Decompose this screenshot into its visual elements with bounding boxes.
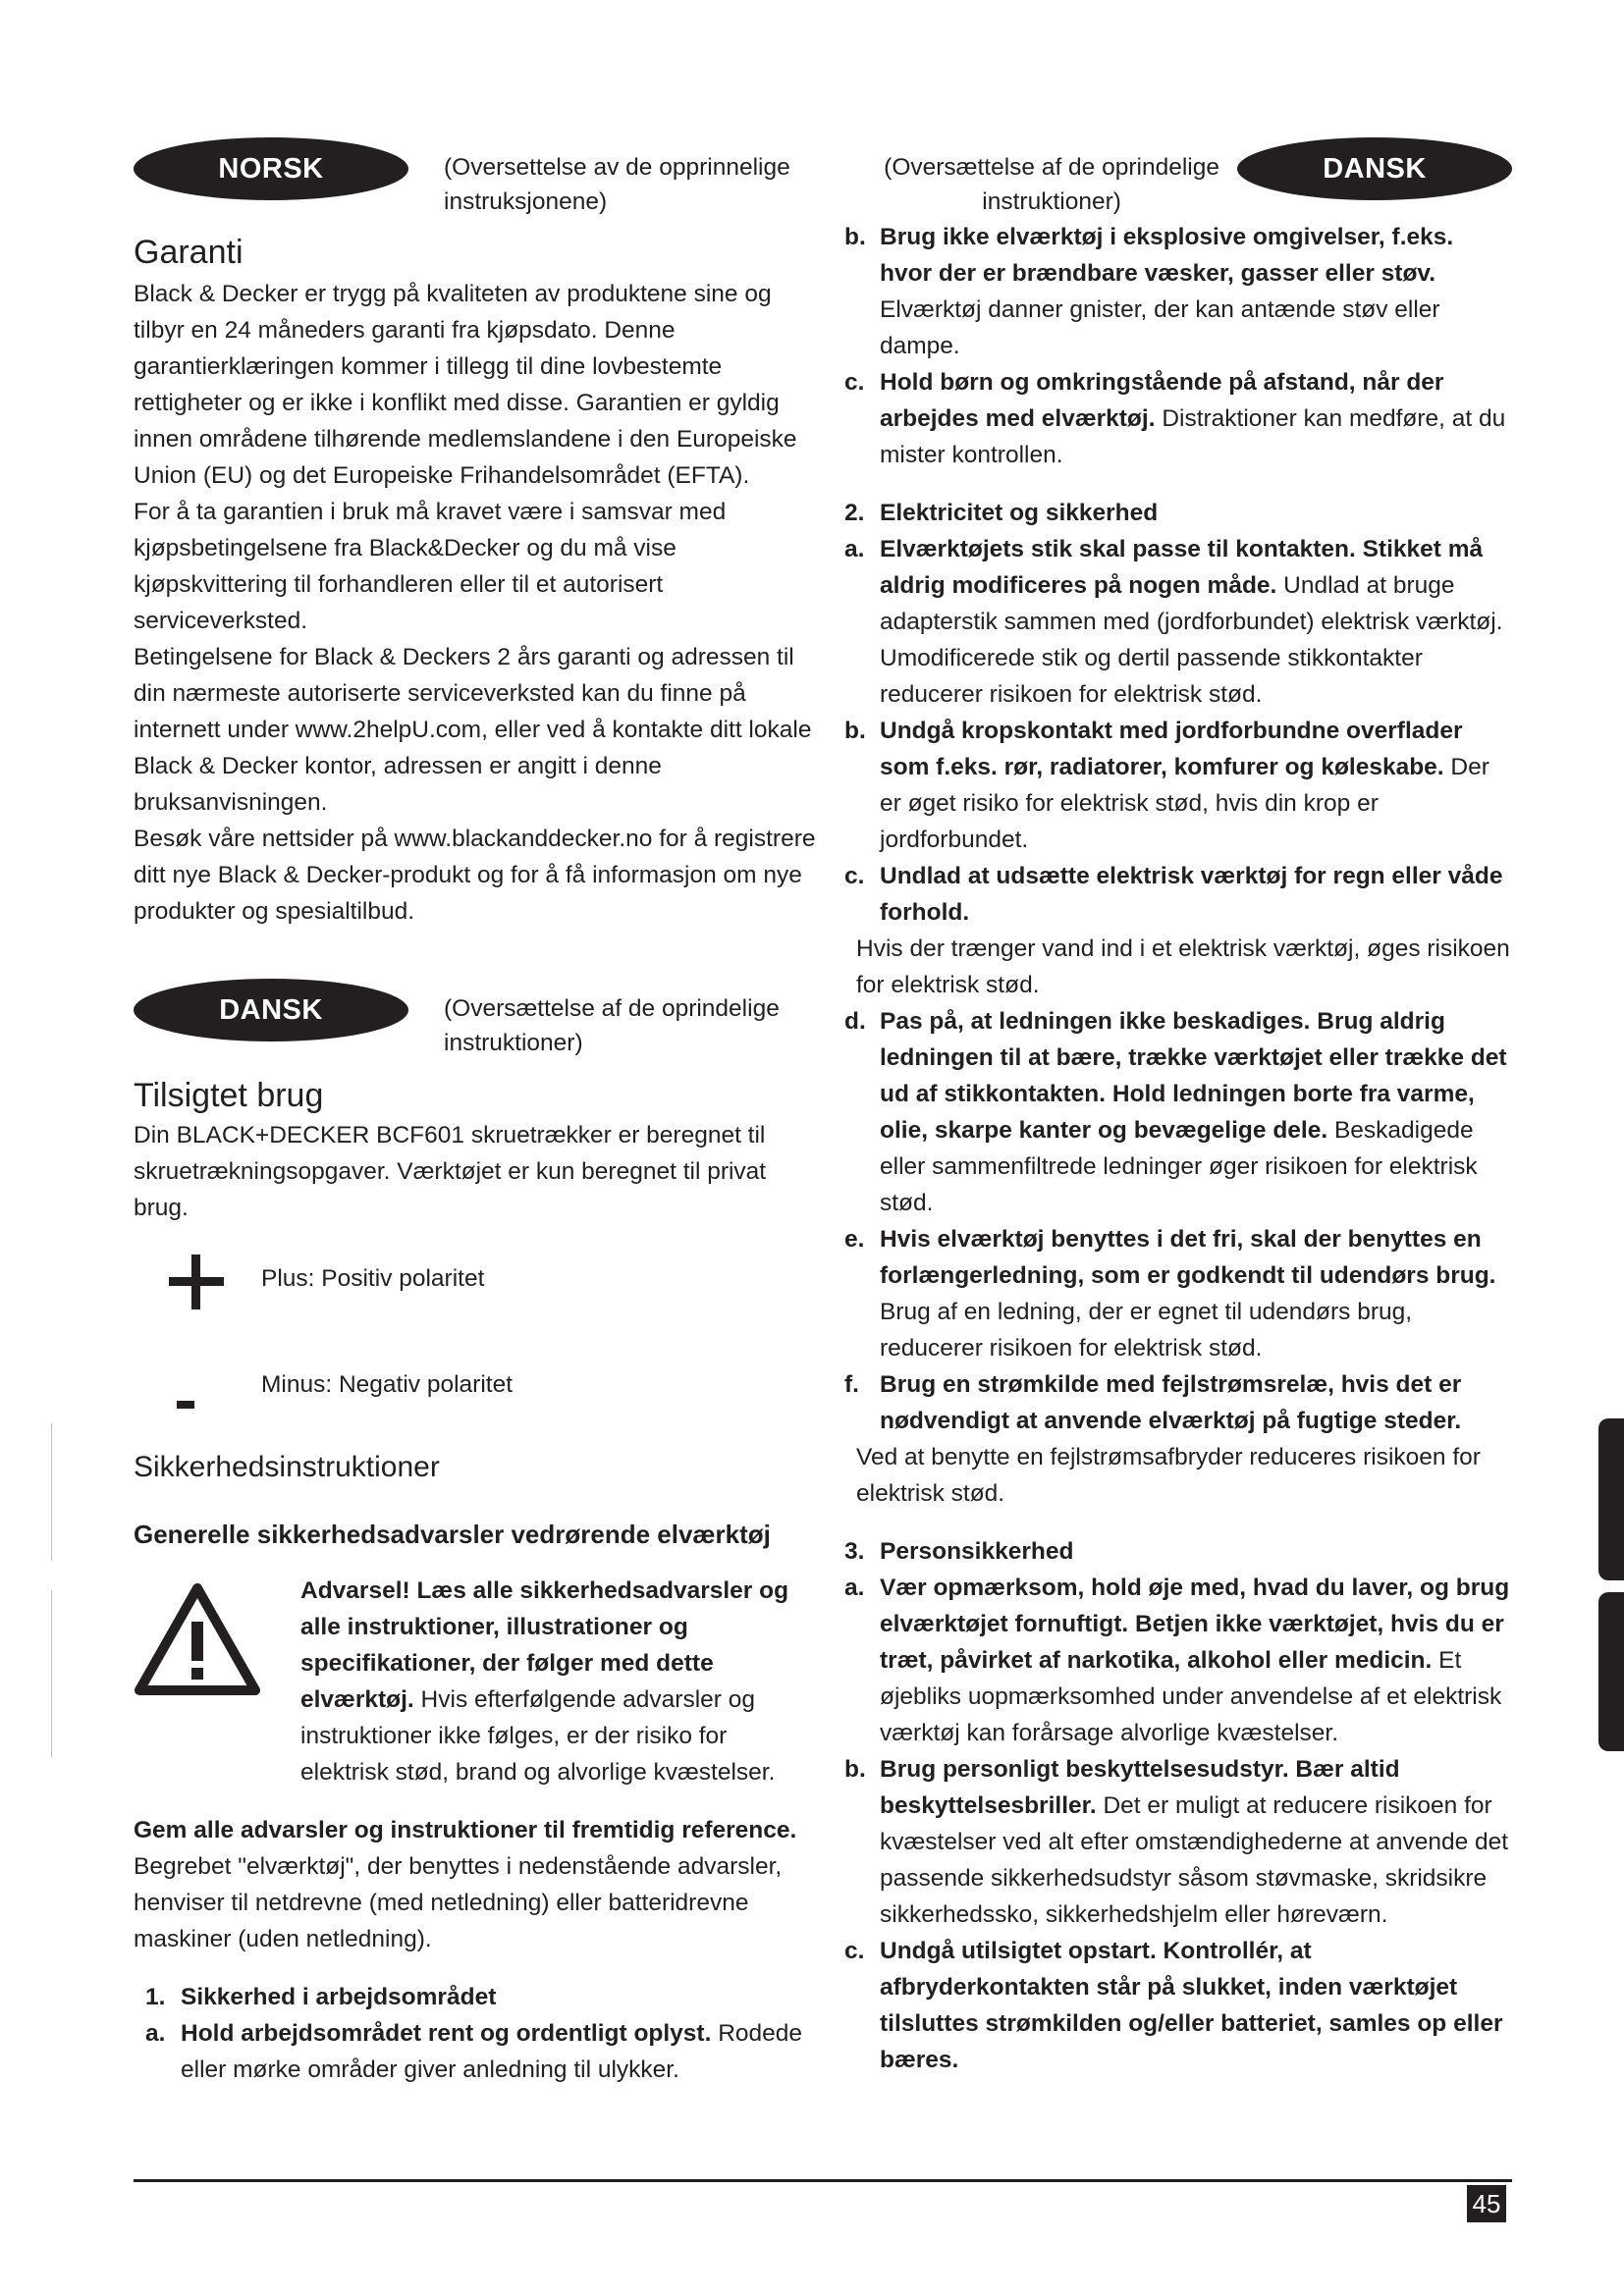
list-item: b. Brug personligt beskyttelsesudstyr. Bær altid beskyttelsesbriller. Det er muligt at reducere risikoen for kvæstelser ved alt efter omstændighederne at anvende det passende sikkerhedsudstyr såsom støvmaske, skridsikre sikkerhedssko, sikkerhedshjelm eller høreværn. xyxy=(844,1756,1509,1928)
intended-use-text: Din BLACK+DECKER BCF601 skruetrækker er beregnet til skruetrækningsopgaver. Værktøjet er kun beregnet til privat brug. xyxy=(134,1122,767,1221)
section-1-item-a: a. Hold arbejdsområdet rent og ordentligt oplyst. Rodede eller mørke områder giver anledning til ulykker. xyxy=(145,2020,803,2083)
margin-line-bottom xyxy=(51,1590,52,1757)
section-3-heading: 3. Personsikkerhed xyxy=(844,1538,1074,1565)
list-item: e. Hvis elværktøj benyttes i det fri, skal der benyttes en forlængerledning, som er godkendt til udendørs brug. Brug af en ledning, der er egnet til udendørs brug, reducerer risikoen for elektrisk stød. xyxy=(844,1226,1496,1362)
side-tab-lower xyxy=(1598,1592,1624,1751)
section-2-heading: 2. Elektricitet og sikkerhed xyxy=(844,500,1159,526)
plus-row xyxy=(134,1240,821,1318)
work-area-items xyxy=(844,219,1512,473)
warning-triangle-icon xyxy=(134,1573,300,1790)
list-item: b. Undgå kropskontakt med jordforbundne overflader som f.eks. rør, radiatorer, komfurer og køleskabe. Der er øget risiko for elektrisk stød, hvis din krop er jordforbundet. xyxy=(844,718,1489,853)
save-instructions-text: Begrebet "elværktøj", der benyttes i nedenstående advarsler, henviser til netdrevne (med netledning) eller batteridrevne maskiner (uden netledning). xyxy=(134,1853,783,1952)
plus-label: Plus: Positiv polaritet xyxy=(261,1265,485,1292)
list-item: b. Brug ikke elværktøj i eksplosive omgivelser, f.eks. hvor der er brændbare væsker, gasser eller støv. Elværktøj danner gnister, der kan antænde støv eller dampe. xyxy=(844,224,1454,359)
safety-title: Sikkerhedsinstruktioner xyxy=(134,1451,440,1483)
save-instructions-heading: Gem alle advarsler og instruktioner til fremtidig reference. xyxy=(134,1817,797,1843)
list-item: c. Undlad at udsætte elektrisk værktøj for regn eller våde forhold. xyxy=(844,863,1503,926)
garanti-title: Garanti xyxy=(134,234,244,271)
section-1-heading: 1. Sikkerhed i arbejdsområdet xyxy=(145,1984,497,2010)
page-number: 45 xyxy=(1467,2185,1506,2222)
dansk-translation-note-right: (Oversættelse af de oprindelige instruktioner) xyxy=(884,154,1219,215)
right-column xyxy=(844,137,1512,2078)
plus-icon xyxy=(134,1240,261,1318)
list-item: a. Vær opmærksom, hold øje med, hvad du laver, og brug elværktøjet fornuftigt. Betjen ikke værktøjet, hvis du er træt, påvirket af narkotika, alkohol eller medicin. Et øjebliks uopmærksomhed under anvendelse af et elektrisk værktøj kan forårsage alvorlige kvæstelser. xyxy=(844,1575,1510,1746)
norsk-pill: NORSK xyxy=(134,137,408,200)
garanti-paragraph: Betingelsene for Black & Deckers 2 års garanti og adressen til din nærmeste autoriserte serviceverksted kan du finne på internett under www.2helpU.com, eller ved å kontakte ditt lokale Black & Decker kontor, adressen er angitt i denne bruksanvisningen. xyxy=(134,644,812,816)
list-item: c. Undgå utilsigtet opstart. Kontrollér, at afbryderkontakten står på slukket, inden værktøjet tilsluttes strømkilden og/eller batteriet, samles op eller bæres. xyxy=(844,1938,1503,2073)
list-item: d. Pas på, at ledningen ikke beskadiges. Brug aldrig ledningen til at bære, trække værktøjet eller trække det ud af stikkontakten. Hold ledningen borte fra varme, olie, skarpe kanter og bevægelige dele. Beskadigede eller sammenfiltrede ledninger øger risikoen for elektrisk stød. xyxy=(844,1008,1507,1216)
minus-icon xyxy=(134,1346,261,1424)
dansk-pill-left: DANSK xyxy=(134,979,408,1041)
garanti-paragraph: Black & Decker er trygg på kvaliteten av produktene sine og tilbyr en 24 måneders garanti fra kjøpsdato. Denne garantierklæringen kommer i tillegg til dine lovbestemte rettigheter og er ikke i konflikt med disse. Garantien er gyldig innen områdene tilhørende medlemslandene i den Europeiske Union (EU) og det Europeiske Frihandelsområdet (EFTA). xyxy=(134,281,797,489)
dansk-header-left xyxy=(134,979,821,1060)
garanti-paragraph: For å ta garantien i bruk må kravet være i samsvar med kjøpsbetingelsene fra Black&Decker og du må vise kjøpskvittering til forhandleren eller til et autorisert serviceverksted. xyxy=(134,499,727,634)
footer-rule xyxy=(134,2179,1512,2182)
list-item: c. Hold børn og omkringstående på afstand, når der arbejdes med elværktøj. Distraktioner kan medføre, at du mister kontrollen. xyxy=(844,369,1506,468)
garanti-body xyxy=(134,276,821,930)
side-tab-upper xyxy=(1598,1418,1624,1580)
warning-block xyxy=(134,1573,821,1790)
minus-row xyxy=(134,1346,821,1424)
norsk-translation-note: (Oversettelse av de opprinnelige instruksjonene) xyxy=(444,154,790,215)
left-column xyxy=(134,137,821,2088)
norsk-header xyxy=(134,137,821,219)
tilsigtet-brug-title: Tilsigtet brug xyxy=(134,1077,324,1114)
general-warnings-heading: Generelle sikkerhedsadvarsler vedrørende elværktøj xyxy=(134,1520,771,1549)
minus-label: Minus: Negativ polaritet xyxy=(261,1371,514,1398)
garanti-paragraph: Besøk våre nettsider på www.blackanddecker.no for å registrere ditt nye Black & Decker-produkt og for å få informasjon om nye produkter og spesialtilbud. xyxy=(134,826,816,925)
warning-text: Advarsel! Læs alle sikkerhedsadvarsler og alle instruktioner, illustrationer og specifikationer, der følger med dette elværktøj. Hvis efterfølgende advarsler og instruktioner ikke følges, er der risiko for elektrisk stød, brand og alvorlige kvæstelser. xyxy=(300,1577,789,1786)
dansk-header-right xyxy=(844,137,1512,219)
margin-line-top xyxy=(51,1423,52,1561)
list-item: a. Elværktøjets stik skal passe til kontakten. Stikket må aldrig modificeres på nogen måde. Undlad at bruge adapterstik sammen med (jordforbundet) elektrisk værktøj. Umodificerede stik og dertil passende stikkontakter reducerer risikoen for elektrisk stød. xyxy=(844,536,1503,708)
section-2-c-continuation: Hvis der trænger vand ind i et elektrisk værktøj, øges risikoen for elektrisk stød. xyxy=(856,935,1510,998)
section-2-f-continuation: Ved at benytte en fejlstrømsafbryder reduceres risikoen for elektrisk stød. xyxy=(856,1444,1481,1507)
list-item: f. Brug en strømkilde med fejlstrømsrelæ, hvis det er nødvendigt at anvende elværktøj på fugtige steder. xyxy=(844,1371,1462,1434)
dansk-translation-note-left: (Oversættelse af de oprindelige instruktioner) xyxy=(444,995,780,1056)
dansk-pill-right: DANSK xyxy=(1237,137,1512,200)
